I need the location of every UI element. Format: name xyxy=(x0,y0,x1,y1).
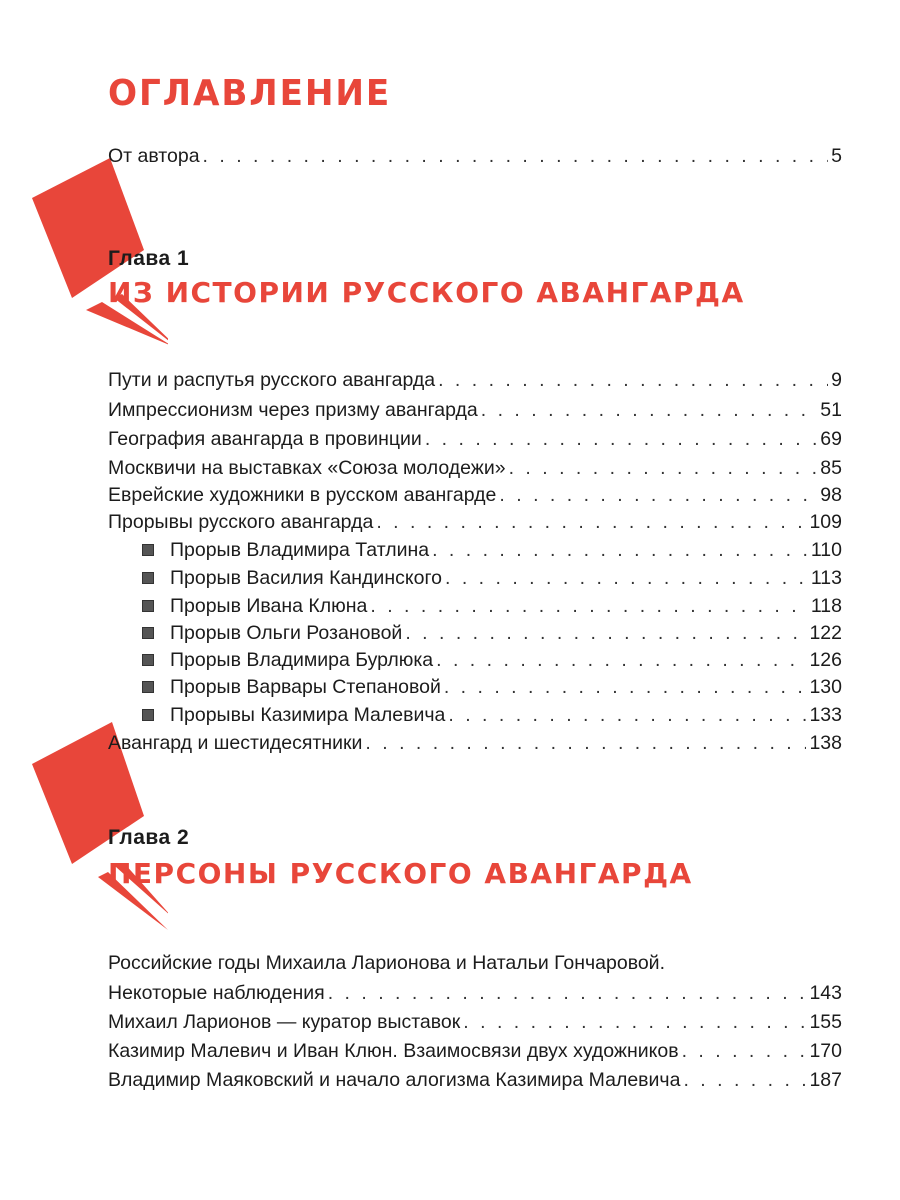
chapter-2-number: Глава 2 xyxy=(108,826,190,849)
page-title: ОГЛАВЛЕНИЕ xyxy=(108,73,392,114)
dot-leader xyxy=(683,1066,806,1094)
dot-leader xyxy=(436,646,806,674)
toc-entry-label: Импрессионизм через призму авангарда xyxy=(108,399,478,421)
toc-entry-page: 5 xyxy=(831,145,842,167)
toc-entry-page: 69 xyxy=(820,428,842,450)
toc-entry-page: 138 xyxy=(809,732,842,754)
square-bullet-icon xyxy=(142,544,154,556)
toc-entry-label: Прорыв Ивана Клюна xyxy=(170,595,368,617)
dot-leader xyxy=(425,425,817,453)
toc-entry-page: 118 xyxy=(810,595,842,617)
toc-entry-label: Прорыв Владимира Бурлюка xyxy=(170,649,434,671)
square-bullet-icon xyxy=(142,681,154,693)
toc-entry-label: Еврейские художники в русском авангарде xyxy=(108,484,497,506)
toc-entry-intro[interactable] xyxy=(108,142,842,170)
toc-entry[interactable] xyxy=(108,396,842,424)
toc-entry-label: Прорывы Казимира Малевича xyxy=(170,704,446,726)
toc-entry[interactable] xyxy=(108,1037,842,1065)
toc-entry[interactable] xyxy=(108,454,842,482)
toc-subentry[interactable] xyxy=(142,619,842,647)
square-bullet-icon xyxy=(142,709,154,721)
dot-leader xyxy=(438,366,828,394)
toc-entry-page: 155 xyxy=(809,1011,842,1033)
toc-entry-page: 109 xyxy=(809,511,842,533)
dot-leader xyxy=(370,592,808,620)
toc-entry-label: Прорыв Ольги Розановой xyxy=(170,622,403,644)
toc-entry-first-line: Российские годы Михаила Ларионова и Натальи Гончаровой. xyxy=(108,952,665,974)
toc-entry-page: 110 xyxy=(810,539,842,561)
toc-entry-page: 130 xyxy=(809,676,842,698)
toc-entry[interactable] xyxy=(108,481,842,509)
chapter-1-title: ИЗ ИСТОРИИ РУССКОГО АВАНГАРДА xyxy=(108,276,745,309)
toc-subentry[interactable] xyxy=(142,536,842,564)
toc-subentry[interactable] xyxy=(142,592,842,620)
dot-leader xyxy=(509,454,818,482)
toc-subentry[interactable] xyxy=(142,564,842,592)
toc-entry[interactable] xyxy=(108,729,842,757)
toc-entry-label: От автора xyxy=(108,145,200,167)
dot-leader xyxy=(445,564,808,592)
toc-entry[interactable] xyxy=(108,508,842,536)
toc-entry[interactable] xyxy=(108,366,842,394)
toc-entry-page: 170 xyxy=(809,1040,842,1062)
dot-leader xyxy=(481,396,818,424)
toc-entry[interactable] xyxy=(108,425,842,453)
dot-leader xyxy=(682,1037,807,1065)
dot-leader xyxy=(463,1008,806,1036)
chapter-2-title: ПЕРСОНЫ РУССКОГО АВАНГАРДА xyxy=(108,857,693,890)
square-bullet-icon xyxy=(142,600,154,612)
toc-entry-label: Авангард и шестидесятники xyxy=(108,732,363,754)
toc-entry-label: Прорыв Варвары Степановой xyxy=(170,676,441,698)
square-bullet-icon xyxy=(142,572,154,584)
dot-leader xyxy=(405,619,806,647)
toc-entry-label: Михаил Ларионов — куратор выставок xyxy=(108,1011,461,1033)
dot-leader xyxy=(365,729,806,757)
chapter-1-number: Глава 1 xyxy=(108,247,190,270)
toc-entry[interactable] xyxy=(108,1008,842,1036)
toc-entry-page: 85 xyxy=(820,457,842,479)
toc-entry-page: 9 xyxy=(831,369,842,391)
toc-subentry[interactable] xyxy=(142,646,842,674)
dot-leader xyxy=(203,142,829,170)
toc-entry-label: Казимир Малевич и Иван Клюн. Взаимосвязи двух художников xyxy=(108,1040,679,1062)
toc-entry-page: 51 xyxy=(820,399,842,421)
toc-entry-page: 126 xyxy=(809,649,842,671)
toc-entry-page: 143 xyxy=(809,982,842,1004)
toc-entry-label: Прорыв Василия Кандинского xyxy=(170,567,442,589)
toc-subentry[interactable] xyxy=(142,701,842,729)
toc-entry-label: Прорыв Владимира Татлина xyxy=(170,539,430,561)
dot-leader xyxy=(328,979,807,1007)
dot-leader xyxy=(444,673,807,701)
toc-entry-label: Некоторые наблюдения xyxy=(108,982,325,1004)
toc-entry-label: Пути и распутья русского авангарда xyxy=(108,369,436,391)
toc-entry[interactable] xyxy=(108,979,842,1007)
toc-entry-label: География авангарда в провинции xyxy=(108,428,422,450)
dot-leader xyxy=(376,508,806,536)
toc-entry-page: 122 xyxy=(809,622,842,644)
toc-entry-label: Владимир Маяковский и начало алогизма Казимира Малевича xyxy=(108,1069,681,1091)
dot-leader xyxy=(499,481,817,509)
dot-leader xyxy=(432,536,808,564)
dot-leader xyxy=(448,701,806,729)
toc-entry-page: 133 xyxy=(809,704,842,726)
toc-entry-label: Прорывы русского авангарда xyxy=(108,511,374,533)
square-bullet-icon xyxy=(142,654,154,666)
toc-entry-page: 113 xyxy=(810,567,842,589)
toc-entry-page: 98 xyxy=(820,484,842,506)
toc-entry[interactable] xyxy=(108,1066,842,1094)
square-bullet-icon xyxy=(142,627,154,639)
toc-entry-label: Москвичи на выставках «Союза молодежи» xyxy=(108,457,506,479)
toc-subentry[interactable] xyxy=(142,673,842,701)
toc-entry-page: 187 xyxy=(809,1069,842,1091)
